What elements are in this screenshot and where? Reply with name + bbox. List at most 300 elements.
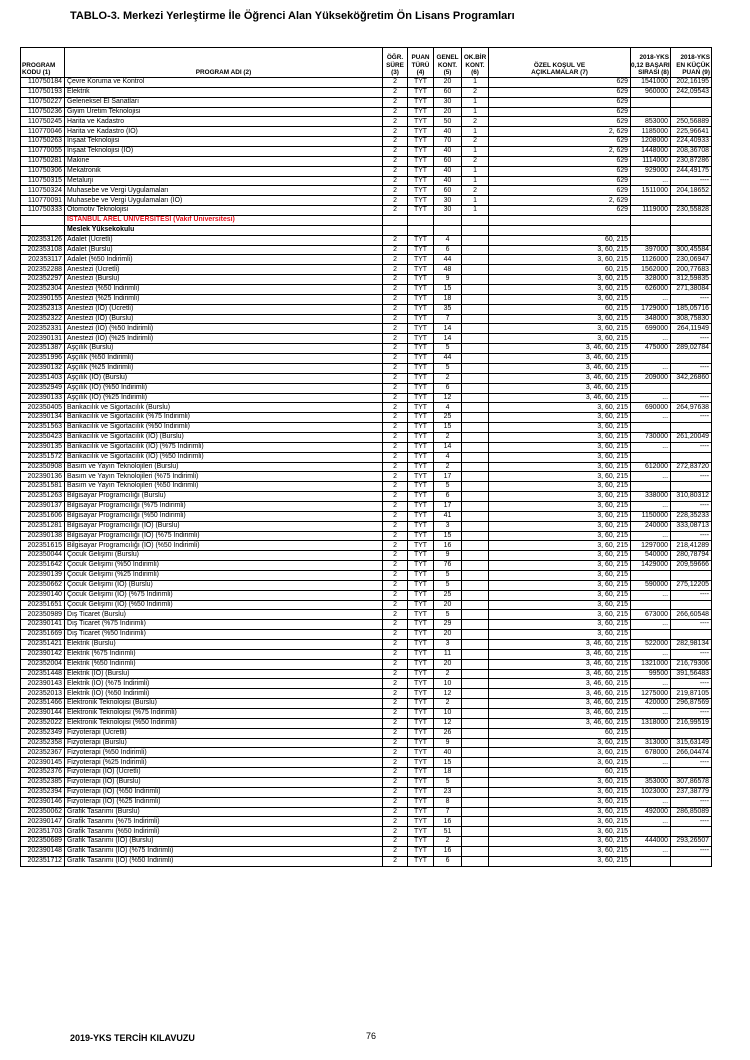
conditions-cell: 3, 60, 215: [489, 285, 631, 295]
duration-cell: 2: [383, 107, 408, 117]
program-code-cell: 110750315: [21, 176, 65, 186]
table-row: [21, 531, 712, 541]
general-quota-cell: 5: [434, 363, 462, 373]
score-type-cell: TYT: [408, 285, 434, 295]
table-row: [21, 462, 712, 472]
program-name-cell: Çocuk Gelişimi (Burslu): [65, 551, 383, 561]
table-row: [21, 669, 712, 679]
rank-cell: 1321000: [631, 659, 671, 669]
table-row: [21, 294, 712, 304]
min-score-cell: [671, 423, 712, 433]
conditions-cell: 3, 60, 215: [489, 492, 631, 502]
table-row: [21, 176, 712, 186]
general-quota-cell: 18: [434, 294, 462, 304]
score-type-cell: TYT: [408, 265, 434, 275]
header-line: PROGRAM: [22, 61, 56, 69]
min-score-cell: 216,99519: [671, 718, 712, 728]
score-type-cell: TYT: [408, 147, 434, 157]
conditions-cell: 3, 60, 215: [489, 600, 631, 610]
rank-cell: ...: [631, 363, 671, 373]
score-type-cell: TYT: [408, 87, 434, 97]
general-quota-cell: 15: [434, 285, 462, 295]
score-type-cell: TYT: [408, 679, 434, 689]
header-line: 2018-YKS: [680, 54, 710, 62]
score-type-cell: TYT: [408, 423, 434, 433]
program-name-cell: Elektrik (İÖ) (%75 İndirimli): [65, 679, 383, 689]
program-name-cell: Elektrik: [65, 87, 383, 97]
duration-cell: 2: [383, 807, 408, 817]
table-row: [21, 206, 712, 216]
program-name-cell: Mekatronik: [65, 166, 383, 176]
rank-cell: [631, 225, 671, 235]
table-row: [21, 709, 712, 719]
program-code-cell: 110750193: [21, 87, 65, 97]
min-score-cell: 230,87286: [671, 156, 712, 166]
general-quota-cell: 9: [434, 275, 462, 285]
min-score-cell: [671, 827, 712, 837]
duration-cell: 2: [383, 363, 408, 373]
ob-quota-cell: 2: [462, 117, 489, 127]
rank-cell: 730000: [631, 432, 671, 442]
ob-quota-cell: [462, 659, 489, 669]
program-code-cell: 202353126: [21, 235, 65, 245]
table-row: [21, 196, 712, 206]
general-quota-cell: 23: [434, 787, 462, 797]
header-line: OK.BİR: [463, 54, 487, 62]
conditions-cell: 3, 60, 215: [489, 610, 631, 620]
program-name-cell: Grafik Tasarımı (Burslu): [65, 807, 383, 817]
duration-cell: 2: [383, 620, 408, 630]
duration-cell: 2: [383, 856, 408, 866]
header-line: 2018-YKS: [639, 54, 669, 62]
program-name-cell: Bilgisayar Programcılığı (İÖ) (%75 İndirimli): [65, 531, 383, 541]
program-code-cell: 202390139: [21, 570, 65, 580]
general-quota-cell: 15: [434, 423, 462, 433]
rank-cell: 1729000: [631, 304, 671, 314]
conditions-cell: 3, 60, 215: [489, 797, 631, 807]
score-type-cell: TYT: [408, 442, 434, 452]
program-code-cell: 202351703: [21, 827, 65, 837]
table-row: [21, 166, 712, 176]
min-score-cell: 219,87105: [671, 689, 712, 699]
conditions-cell: 2, 629: [489, 196, 631, 206]
program-name-cell: Anestezi (İÖ) (%50 İndirimli): [65, 324, 383, 334]
table-row: [21, 245, 712, 255]
program-code-cell: 202350989: [21, 610, 65, 620]
general-quota-cell: 20: [434, 107, 462, 117]
program-code-cell: 202390138: [21, 531, 65, 541]
program-name-cell: Bankacılık ve Sigortacılık (%50 İndirimli): [65, 423, 383, 433]
ob-quota-cell: [462, 334, 489, 344]
duration-cell: 2: [383, 787, 408, 797]
ob-quota-cell: [462, 462, 489, 472]
score-type-cell: TYT: [408, 847, 434, 857]
duration-cell: 2: [383, 580, 408, 590]
program-code-cell: 202350062: [21, 807, 65, 817]
duration-cell: 2: [383, 817, 408, 827]
header-line: (3): [391, 69, 399, 77]
min-score-cell: 342,26860: [671, 373, 712, 383]
program-code-cell: 110750184: [21, 78, 65, 88]
conditions-cell: 2, 629: [489, 147, 631, 157]
program-name-cell: Bankacılık ve Sigortacılık (İÖ) (%50 İndirimli): [65, 452, 383, 462]
general-quota-cell: 6: [434, 856, 462, 866]
conditions-cell: 3, 46, 60, 215: [489, 718, 631, 728]
score-type-cell: TYT: [408, 432, 434, 442]
ob-quota-cell: [462, 817, 489, 827]
conditions-cell: 3, 60, 215: [489, 511, 631, 521]
duration-cell: 2: [383, 709, 408, 719]
program-code-cell: 202350423: [21, 432, 65, 442]
duration-cell: [383, 216, 408, 226]
header-line: AÇIKLAMALAR (7): [531, 69, 588, 77]
rank-cell: 673000: [631, 610, 671, 620]
header-general-quota: [434, 48, 462, 78]
rank-cell: 1119000: [631, 206, 671, 216]
conditions-cell: 3, 60, 215: [489, 472, 631, 482]
program-name-cell: Elektronik Teknolojisi (%50 İndirimli): [65, 718, 383, 728]
header-line: EN KÜÇÜK: [676, 61, 710, 69]
general-quota-cell: 15: [434, 758, 462, 768]
ob-quota-cell: [462, 383, 489, 393]
table-row: [21, 610, 712, 620]
min-score-cell: ----: [671, 413, 712, 423]
conditions-cell: 3, 46, 60, 215: [489, 659, 631, 669]
table-row: [21, 186, 712, 196]
duration-cell: 2: [383, 432, 408, 442]
general-quota-cell: 5: [434, 778, 462, 788]
score-type-cell: TYT: [408, 817, 434, 827]
rank-cell: ...: [631, 620, 671, 630]
min-score-cell: [671, 728, 712, 738]
table-row: [21, 649, 712, 659]
rank-cell: [631, 600, 671, 610]
score-type-cell: TYT: [408, 383, 434, 393]
program-name-cell: Çocuk Gelişimi (İÖ) (Burslu): [65, 580, 383, 590]
ob-quota-cell: [462, 778, 489, 788]
ob-quota-cell: [462, 294, 489, 304]
program-code-cell: 202350044: [21, 551, 65, 561]
programs-table-container: [20, 47, 711, 867]
rank-cell: 590000: [631, 580, 671, 590]
min-score-cell: ----: [671, 294, 712, 304]
table-row: [21, 521, 712, 531]
table-row: [21, 699, 712, 709]
program-name-cell: İnşaat Teknolojisi (İÖ): [65, 147, 383, 157]
duration-cell: 2: [383, 285, 408, 295]
table-row: [21, 511, 712, 521]
program-code-cell: 202351581: [21, 482, 65, 492]
duration-cell: 2: [383, 630, 408, 640]
program-code-cell: 202350662: [21, 580, 65, 590]
duration-cell: 2: [383, 137, 408, 147]
rank-cell: [631, 216, 671, 226]
score-type-cell: TYT: [408, 649, 434, 659]
score-type-cell: TYT: [408, 304, 434, 314]
ob-quota-cell: [462, 551, 489, 561]
duration-cell: 2: [383, 570, 408, 580]
rank-cell: 1275000: [631, 689, 671, 699]
duration-cell: 2: [383, 245, 408, 255]
min-score-cell: [671, 452, 712, 462]
general-quota-cell: 9: [434, 738, 462, 748]
min-score-cell: 272,83720: [671, 462, 712, 472]
min-score-cell: 237,38779: [671, 787, 712, 797]
min-score-cell: 218,41289: [671, 541, 712, 551]
conditions-cell: 629: [489, 137, 631, 147]
score-type-cell: TYT: [408, 630, 434, 640]
conditions-cell: 629: [489, 87, 631, 97]
score-type-cell: TYT: [408, 748, 434, 758]
program-code-cell: 202353117: [21, 255, 65, 265]
program-name-cell: Anestezi (İÖ) (%25 İndirimli): [65, 334, 383, 344]
min-score-cell: [671, 354, 712, 364]
conditions-cell: 3, 60, 215: [489, 423, 631, 433]
min-score-cell: [671, 768, 712, 778]
score-type-cell: TYT: [408, 580, 434, 590]
rank-cell: ...: [631, 679, 671, 689]
program-code-cell: 202351996: [21, 354, 65, 364]
ob-quota-cell: [462, 442, 489, 452]
min-score-cell: 293,26507: [671, 837, 712, 847]
general-quota-cell: 29: [434, 620, 462, 630]
table-row: [21, 324, 712, 334]
program-code-cell: 202351669: [21, 630, 65, 640]
program-name-cell: Basım ve Yayın Teknolojileri (%50 İndirimli): [65, 482, 383, 492]
score-type-cell: TYT: [408, 856, 434, 866]
program-name-cell: Aşçılık (İÖ) (%50 İndirimli): [65, 383, 383, 393]
rank-cell: [631, 97, 671, 107]
rank-cell: [631, 196, 671, 206]
program-code-cell: 202390144: [21, 709, 65, 719]
ob-quota-cell: [462, 492, 489, 502]
header-min-score: [671, 48, 712, 78]
header-duration: [383, 48, 408, 78]
program-code-cell: 202351651: [21, 600, 65, 610]
score-type-cell: TYT: [408, 610, 434, 620]
duration-cell: 2: [383, 590, 408, 600]
table-row: [21, 304, 712, 314]
duration-cell: 2: [383, 797, 408, 807]
score-type-cell: TYT: [408, 570, 434, 580]
header-line: PROGRAM ADI (2): [195, 69, 252, 77]
rank-cell: 1114000: [631, 156, 671, 166]
score-type-cell: TYT: [408, 176, 434, 186]
score-type-cell: TYT: [408, 452, 434, 462]
program-name-cell: İSTANBUL AREL ÜNİVERSİTESİ (Vakıf Üniversitesi): [65, 216, 383, 226]
rank-cell: 699000: [631, 324, 671, 334]
general-quota-cell: 5: [434, 570, 462, 580]
general-quota-cell: 10: [434, 709, 462, 719]
rank-cell: 1126000: [631, 255, 671, 265]
program-name-cell: Bilgisayar Programcılığı (İÖ) (Burslu): [65, 521, 383, 531]
ob-quota-cell: [462, 541, 489, 551]
score-type-cell: TYT: [408, 166, 434, 176]
program-name-cell: Dış Ticaret (%50 İndirimli): [65, 630, 383, 640]
score-type-cell: TYT: [408, 699, 434, 709]
min-score-cell: ----: [671, 649, 712, 659]
duration-cell: 2: [383, 87, 408, 97]
ob-quota-cell: [462, 797, 489, 807]
ob-quota-cell: [462, 699, 489, 709]
ob-quota-cell: 1: [462, 166, 489, 176]
score-type-cell: TYT: [408, 413, 434, 423]
rank-cell: 1541000: [631, 78, 671, 88]
score-type-cell: TYT: [408, 669, 434, 679]
score-type-cell: TYT: [408, 235, 434, 245]
program-code-cell: 202351281: [21, 521, 65, 531]
header-conditions: [489, 48, 631, 78]
min-score-cell: [671, 570, 712, 580]
rank-cell: 540000: [631, 551, 671, 561]
duration-cell: 2: [383, 462, 408, 472]
general-quota-cell: 25: [434, 413, 462, 423]
table-row: [21, 561, 712, 571]
program-code-cell: 110750324: [21, 186, 65, 196]
score-type-cell: TYT: [408, 827, 434, 837]
general-quota-cell: 7: [434, 807, 462, 817]
program-code-cell: 110770055: [21, 147, 65, 157]
program-name-cell: Elektronik Teknolojisi (Burslu): [65, 699, 383, 709]
duration-cell: 2: [383, 127, 408, 137]
duration-cell: 2: [383, 255, 408, 265]
header-line: ÖZEL KOŞUL VE: [533, 61, 586, 69]
score-type-cell: TYT: [408, 590, 434, 600]
score-type-cell: TYT: [408, 768, 434, 778]
table-row: [21, 748, 712, 758]
score-type-cell: TYT: [408, 787, 434, 797]
general-quota-cell: 7: [434, 314, 462, 324]
table-row: [21, 768, 712, 778]
program-name-cell: Adalet (%50 İndirimli): [65, 255, 383, 265]
program-name-cell: Bankacılık ve Sigortacılık (Burslu): [65, 403, 383, 413]
score-type-cell: TYT: [408, 196, 434, 206]
conditions-cell: 3, 46, 60, 215: [489, 373, 631, 383]
program-code-cell: 202351403: [21, 373, 65, 383]
conditions-cell: 3, 60, 215: [489, 245, 631, 255]
min-score-cell: ----: [671, 679, 712, 689]
general-quota-cell: 60: [434, 186, 462, 196]
program-name-cell: Bilgisayar Programcılığı (İÖ) (%50 İndirimli): [65, 541, 383, 551]
program-name-cell: İnşaat Teknolojisi: [65, 137, 383, 147]
header-rank: [631, 48, 671, 78]
table-row: [21, 758, 712, 768]
min-score-cell: 310,80312: [671, 492, 712, 502]
program-code-cell: 202353108: [21, 245, 65, 255]
duration-cell: 2: [383, 186, 408, 196]
university-row: [21, 216, 712, 226]
ob-quota-cell: [462, 709, 489, 719]
conditions-cell: 3, 60, 215: [489, 738, 631, 748]
general-quota-cell: 2: [434, 699, 462, 709]
program-code-cell: 202390148: [21, 847, 65, 857]
general-quota-cell: 40: [434, 127, 462, 137]
duration-cell: [383, 225, 408, 235]
score-type-cell: TYT: [408, 521, 434, 531]
score-type-cell: TYT: [408, 472, 434, 482]
general-quota-cell: 16: [434, 817, 462, 827]
min-score-cell: 266,60548: [671, 610, 712, 620]
program-code-cell: 202352313: [21, 304, 65, 314]
program-code-cell: 110750306: [21, 166, 65, 176]
score-type-cell: TYT: [408, 639, 434, 649]
header-line: SÜRE: [386, 61, 404, 69]
program-code-cell: 202390135: [21, 442, 65, 452]
ob-quota-cell: [462, 423, 489, 433]
conditions-cell: 3, 60, 215: [489, 590, 631, 600]
rank-cell: ...: [631, 590, 671, 600]
min-score-cell: 296,87569: [671, 699, 712, 709]
table-row: [21, 630, 712, 640]
programs-table: [20, 47, 712, 867]
program-name-cell: Elektrik (%75 İndirimli): [65, 649, 383, 659]
program-code-cell: 202390155: [21, 294, 65, 304]
rank-cell: 492000: [631, 807, 671, 817]
ob-quota-cell: [462, 344, 489, 354]
rank-cell: 328000: [631, 275, 671, 285]
ob-quota-cell: [462, 255, 489, 265]
program-code-cell: 110770091: [21, 196, 65, 206]
conditions-cell: 629: [489, 117, 631, 127]
ob-quota-cell: [462, 472, 489, 482]
score-type-cell: TYT: [408, 137, 434, 147]
program-name-cell: Elektrik (Burslu): [65, 639, 383, 649]
page-title: TABLO-3. Merkezi Yerleştirme İle Öğrenci Alan Yükseköğretim Ön Lisans Programları: [70, 10, 515, 22]
duration-cell: 2: [383, 511, 408, 521]
table-row: [21, 393, 712, 403]
min-score-cell: ----: [671, 847, 712, 857]
general-quota-cell: 6: [434, 245, 462, 255]
conditions-cell: 3, 46, 60, 215: [489, 383, 631, 393]
min-score-cell: 250,56889: [671, 117, 712, 127]
min-score-cell: 315,63149: [671, 738, 712, 748]
score-type-cell: TYT: [408, 600, 434, 610]
program-name-cell: Fizyoterapi (Burslu): [65, 738, 383, 748]
general-quota-cell: 4: [434, 452, 462, 462]
general-quota-cell: 20: [434, 600, 462, 610]
general-quota-cell: 14: [434, 334, 462, 344]
table-row: [21, 363, 712, 373]
conditions-cell: 3, 60, 215: [489, 314, 631, 324]
conditions-cell: 3, 60, 215: [489, 413, 631, 423]
min-score-cell: 242,09543: [671, 87, 712, 97]
program-name-cell: Anestezi (%50 İndirimli): [65, 285, 383, 295]
conditions-cell: 629: [489, 78, 631, 88]
table-row: [21, 659, 712, 669]
general-quota-cell: 30: [434, 206, 462, 216]
min-score-cell: 286,85089: [671, 807, 712, 817]
program-name-cell: Grafik Tasarımı (%75 İndirimli): [65, 817, 383, 827]
rank-cell: [631, 728, 671, 738]
table-row: [21, 807, 712, 817]
header-line: KONT.: [437, 61, 458, 69]
table-row: [21, 156, 712, 166]
rank-cell: 353000: [631, 778, 671, 788]
conditions-cell: 3, 60, 215: [489, 580, 631, 590]
conditions-cell: 3, 60, 215: [489, 255, 631, 265]
duration-cell: 2: [383, 156, 408, 166]
table-row: [21, 778, 712, 788]
general-quota-cell: 3: [434, 521, 462, 531]
general-quota-cell: 11: [434, 649, 462, 659]
conditions-cell: 3, 46, 60, 215: [489, 363, 631, 373]
ob-quota-cell: [462, 639, 489, 649]
rank-cell: [631, 570, 671, 580]
rank-cell: ...: [631, 797, 671, 807]
score-type-cell: TYT: [408, 531, 434, 541]
ob-quota-cell: [462, 847, 489, 857]
duration-cell: 2: [383, 531, 408, 541]
